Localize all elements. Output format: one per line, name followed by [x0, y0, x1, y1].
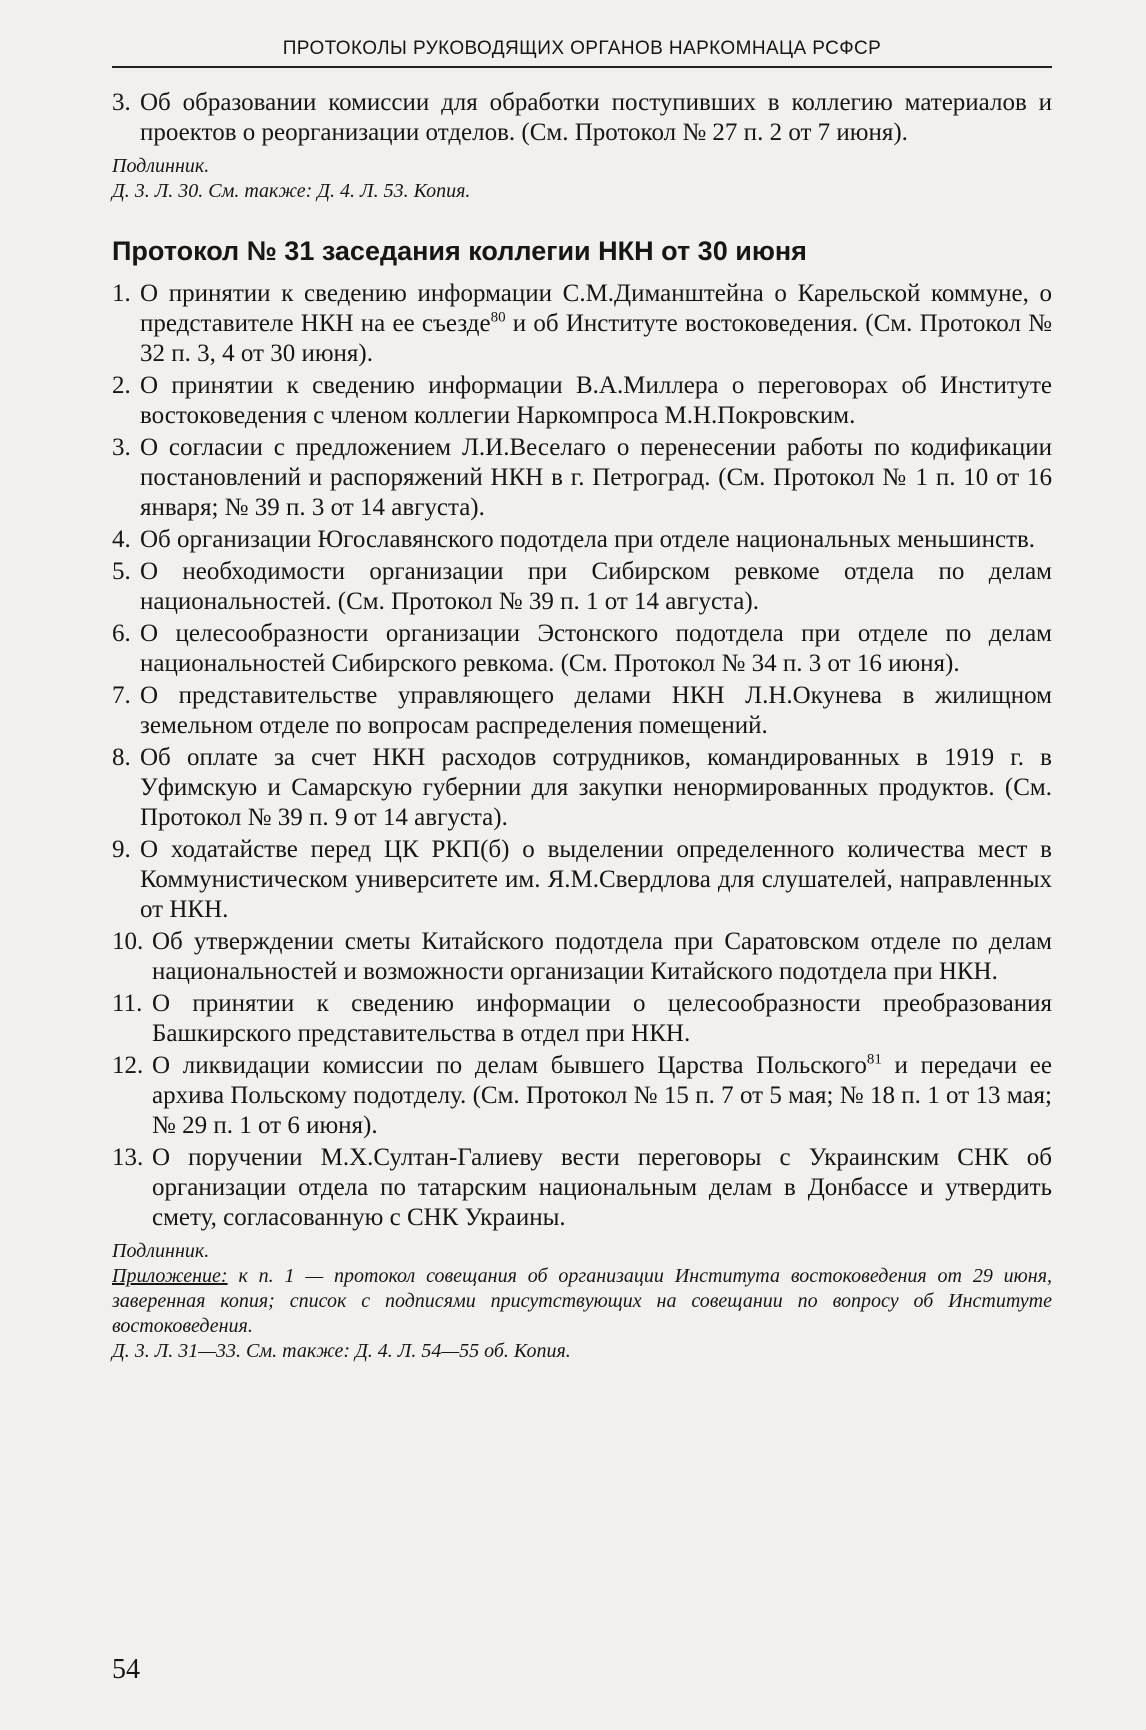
item-text: О ходатайстве перед ЦК РКП(б) о выделении определенного количества мест в Коммунистическом университете им. Я.М.Свердлова для слушателей, направленных от НКН.: [140, 836, 1052, 923]
item-number: 8.: [112, 744, 131, 771]
prev-original-note: Подлинник.: [112, 155, 210, 177]
agenda-item: [112, 927, 1052, 987]
agenda-item: [112, 835, 1052, 925]
agenda-item: [112, 989, 1052, 1049]
agenda-list: [112, 279, 1052, 1233]
item-number: 9.: [112, 836, 131, 863]
agenda-item: [112, 557, 1052, 617]
header-rule: [112, 66, 1052, 68]
footnote-ref: 80: [490, 309, 506, 326]
item-text: О принятии к сведению информации о целесообразности преобразования Башкирского представительства в отдел при НКН.: [152, 990, 1052, 1047]
item-number: 2.: [112, 372, 131, 399]
item-number: 12.: [112, 1052, 144, 1079]
item-text: О согласии с предложением Л.И.Веселаго о перенесении работы по кодификации постановлений и распоряжений НКН в г. Петроград. (См. Протокол № 1 п. 10 от 16 января; № 39 п. 3 от 14 августа).: [140, 434, 1052, 521]
item-number: 7.: [112, 682, 131, 709]
item-number: 4.: [112, 526, 131, 553]
item-text: О ликвидации комиссии по делам бывшего Царства Польского$^{81}$ и передачи ее архива Польскому подотделу. (См. Протокол № 15 п. 7 от 5 мая; № 18 п. 1 от 13 мая; № 29 п. 1 от 6 июня).: [152, 1051, 1052, 1139]
agenda-item: [112, 1051, 1052, 1141]
item-text: О принятии к сведению информации С.М.Диманштейна о Карельской коммуне, о представителе НКН на ее съезде$^{80}$ и об Институте востоковедения. (См. Протокол № 32 п. 3, 4 от 30 июня).: [140, 280, 1052, 367]
agenda-item: [112, 619, 1052, 679]
item-text: Об утверждении сметы Китайского подотдела при Саратовском отделе по делам национальностей и возможности организации Китайского подотдела при НКН.: [152, 928, 1052, 985]
item-number: 11.: [112, 990, 143, 1017]
agenda-item: [112, 525, 1052, 555]
agenda-item: [112, 279, 1052, 369]
item-text: О представительстве управляющего делами НКН Л.Н.Окунева в жилищном земельном отделе по вопросам распределения помещений.: [140, 682, 1052, 739]
item-number: 5.: [112, 558, 131, 585]
agenda-item: [112, 681, 1052, 741]
page-content: [112, 88, 1052, 1364]
item-number: 3.: [112, 434, 131, 461]
prev-archive-ref: Д. 3. Л. 30. См. также: Д. 4. Л. 53. Копия.: [112, 180, 471, 202]
appendix-label: Приложение:: [112, 1265, 228, 1287]
appendix-note: [112, 1264, 1052, 1339]
agenda-item: [112, 371, 1052, 431]
item-text: О принятии к сведению информации В.А.Миллера о переговорах об Институте востоковедения с членом коллегии Наркомпроса М.Н.Покровским.: [140, 372, 1052, 429]
archive-ref: Д. 3. Л. 31—33. См. также: Д. 4. Л. 54—55 об. Копия.: [112, 1340, 571, 1362]
item-text: Об образовании комиссии для обработки поступивших в коллегию материалов и проектов о реорганизации отделов. (См. Протокол № 27 п. 2 от 7 июня).: [140, 89, 1052, 146]
page-number: 54: [112, 1654, 140, 1685]
protocol-heading: Протокол № 31 заседания коллегии НКН от 30 июня: [112, 236, 807, 266]
item-text: О целесообразности организации Эстонского подотдела при отделе по делам национальностей Сибирского ревкома. (См. Протокол № 34 п. 3 от 16 июня).: [140, 620, 1052, 677]
item-text: О поручении М.Х.Султан-Галиеву вести переговоры с Украинским СНК об организации отдела по татарским национальным делам в Донбассе и утвердить смету, согласованную с СНК Украины.: [152, 1144, 1052, 1231]
item-number: 3.: [112, 89, 131, 116]
agenda-item: [112, 743, 1052, 833]
item-text: Об организации Югославянского подотдела при отделе национальных меньшинств.: [140, 526, 1036, 553]
appendix-text: к п. 1 — протокол совещания об организации Института востоковедения от 29 июня, заверенная копия; список с подписями присутствующих на совещании по вопросу об Институте востоковедения.: [112, 1265, 1052, 1337]
item-text: Об оплате за счет НКН расходов сотрудников, командированных в 1919 г. в Уфимскую и Самарскую губернии для закупки ненормированных продуктов. (См. Протокол № 39 п. 9 от 14 августа).: [140, 744, 1052, 831]
agenda-item: [112, 1143, 1052, 1233]
original-note: Подлинник.: [112, 1240, 210, 1262]
agenda-item: [112, 433, 1052, 523]
item-text: О необходимости организации при Сибирском ревкоме отдела по делам национальностей. (См. Протокол № 39 п. 1 от 14 августа).: [140, 558, 1052, 615]
item-number: 13.: [112, 1144, 144, 1171]
item-number: 10.: [112, 928, 144, 955]
item-number: 1.: [112, 280, 131, 307]
running-head: ПРОТОКОЛЫ РУКОВОДЯЩИХ ОРГАНОВ НАРКОМНАЦА РСФСР: [282, 38, 882, 59]
footnote-ref: 81: [866, 1051, 882, 1068]
prev-protocol-item: [112, 88, 1052, 148]
item-number: 6.: [112, 620, 131, 647]
